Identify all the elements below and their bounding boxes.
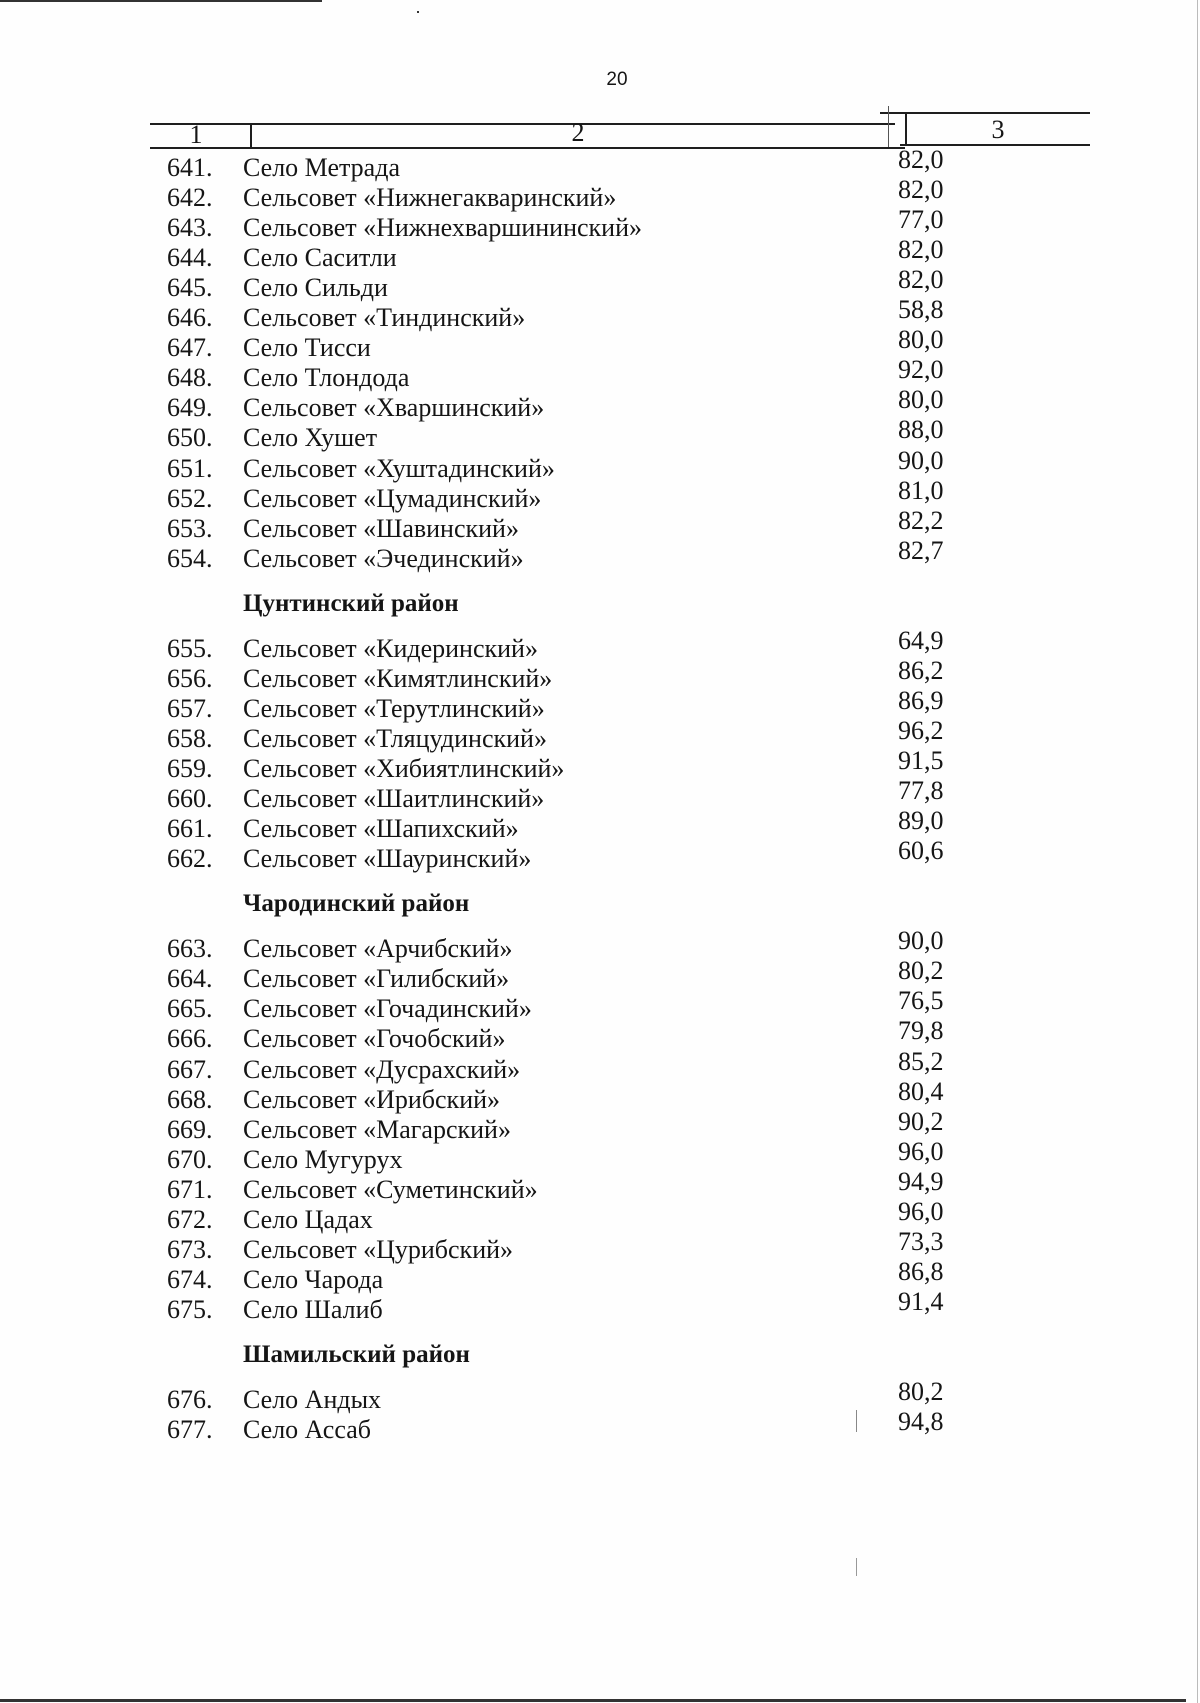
page-number: 20 bbox=[606, 69, 628, 90]
row-value: 76,5 bbox=[898, 986, 944, 1016]
row-number: 666. bbox=[167, 1024, 213, 1054]
table-row bbox=[0, 715, 1200, 754]
settlement-name: Село Мугурух bbox=[243, 1144, 403, 1174]
table-row bbox=[0, 1256, 1200, 1295]
row-number: 668. bbox=[167, 1084, 213, 1114]
section-title: Цунтинский район bbox=[243, 589, 459, 617]
row-number: 672. bbox=[167, 1204, 213, 1234]
table-row bbox=[0, 1196, 1200, 1235]
row-value: 86,2 bbox=[898, 655, 944, 685]
settlement-name: Сельсовет «Хуштадинский» bbox=[243, 453, 555, 483]
settlement-name: Село Шалиб bbox=[243, 1294, 383, 1324]
table-row bbox=[0, 265, 1200, 303]
settlement-name: Сельсовет «Тляцудинский» bbox=[243, 723, 547, 753]
row-number: 653. bbox=[167, 513, 213, 543]
row-value: 60,6 bbox=[898, 836, 944, 866]
table-row bbox=[0, 625, 1200, 664]
table-row bbox=[0, 325, 1200, 363]
settlement-name: Сельсовет «Цурибский» bbox=[243, 1234, 514, 1264]
row-number: 655. bbox=[167, 633, 213, 663]
row-number: 658. bbox=[167, 723, 213, 753]
table-row bbox=[0, 1377, 1200, 1415]
table-row bbox=[0, 685, 1200, 724]
row-number: 673. bbox=[167, 1234, 213, 1264]
settlement-name: Сельсовет «Шапихский» bbox=[243, 814, 519, 844]
row-number: 659. bbox=[167, 754, 213, 783]
settlement-name: Село Тлондода bbox=[243, 363, 410, 393]
row-value: 80,2 bbox=[898, 1377, 944, 1407]
scan-edge-bottom bbox=[0, 1699, 1186, 1702]
section-title: Шамильский район bbox=[243, 1340, 470, 1368]
settlement-name: Сельсовет «Нижнехваршининский» bbox=[243, 213, 643, 243]
row-value: 86,8 bbox=[898, 1256, 944, 1286]
header-divider-1-2 bbox=[250, 123, 252, 149]
table-row bbox=[0, 445, 1200, 484]
row-value: 77,8 bbox=[898, 776, 944, 806]
row-value: 94,8 bbox=[898, 1407, 944, 1437]
table-row bbox=[0, 956, 1200, 994]
table-row bbox=[0, 355, 1200, 393]
row-value: 86,9 bbox=[898, 685, 944, 715]
row-value: 90,0 bbox=[898, 926, 944, 956]
settlement-name: Сельсовет «Магарский» bbox=[243, 1114, 511, 1144]
header-top-border bbox=[150, 123, 895, 125]
row-number: 671. bbox=[167, 1174, 213, 1204]
settlement-name: Сельсовет «Тиндинский» bbox=[243, 303, 526, 333]
row-value: 90,2 bbox=[898, 1106, 944, 1136]
row-number: 656. bbox=[167, 663, 213, 693]
settlement-name: Село Хушет bbox=[243, 423, 378, 453]
row-number: 646. bbox=[167, 303, 213, 333]
row-number: 662. bbox=[167, 844, 213, 874]
table-row bbox=[0, 1136, 1200, 1175]
header-divider-2-3-dashed bbox=[888, 106, 889, 147]
scan-edge-top bbox=[0, 0, 322, 2]
settlement-name: Сельсовет «Ирибский» bbox=[243, 1084, 501, 1114]
header-top-border-col3 bbox=[880, 112, 1090, 114]
row-number: 642. bbox=[167, 183, 213, 213]
row-number: 675. bbox=[167, 1294, 213, 1324]
row-value: 92,0 bbox=[898, 355, 944, 385]
table-row bbox=[0, 746, 1200, 784]
table-row bbox=[0, 1407, 1200, 1445]
table-row bbox=[0, 986, 1200, 1024]
table-row bbox=[0, 655, 1200, 694]
table-row bbox=[0, 505, 1200, 544]
row-value: 96,0 bbox=[898, 1136, 944, 1166]
row-value: 80,0 bbox=[898, 385, 944, 415]
table-row bbox=[0, 295, 1200, 333]
scan-speck bbox=[417, 11, 419, 13]
table-row bbox=[0, 1226, 1200, 1265]
table-row bbox=[0, 1286, 1200, 1325]
row-number: 651. bbox=[167, 453, 213, 483]
table-row bbox=[0, 385, 1200, 423]
row-value: 80,2 bbox=[898, 956, 944, 986]
row-number: 665. bbox=[167, 994, 213, 1024]
table-row bbox=[0, 175, 1200, 213]
row-value: 80,0 bbox=[898, 325, 944, 355]
settlement-name: Село Метрада bbox=[243, 153, 400, 182]
row-number: 650. bbox=[167, 423, 213, 453]
settlement-name: Сельсовет «Шауринский» bbox=[243, 844, 532, 874]
header-col-2: 2 bbox=[571, 118, 585, 147]
row-value: 82,0 bbox=[898, 145, 944, 174]
table-row bbox=[0, 415, 1200, 453]
settlement-name: Село Тисси bbox=[243, 333, 371, 363]
row-number: 644. bbox=[167, 243, 213, 273]
row-value: 80,4 bbox=[898, 1076, 944, 1106]
row-value: 82,0 bbox=[898, 235, 944, 265]
settlement-name: Сельсовет «Шавинский» bbox=[243, 513, 519, 543]
row-value: 96,2 bbox=[898, 715, 944, 745]
section-title: Чародинский район bbox=[243, 890, 470, 918]
table-row bbox=[0, 1046, 1200, 1085]
settlement-name: Село Цадах bbox=[243, 1204, 373, 1234]
settlement-name: Сельсовет «Кимятлинский» bbox=[243, 663, 553, 693]
settlement-name: Сельсовет «Цумадинский» bbox=[243, 483, 542, 513]
table-row bbox=[0, 475, 1200, 514]
table-row bbox=[0, 235, 1200, 273]
table-row bbox=[0, 535, 1200, 574]
table-row bbox=[0, 205, 1200, 243]
row-value: 85,2 bbox=[898, 1046, 944, 1076]
row-number: 663. bbox=[167, 934, 213, 964]
table-row bbox=[0, 926, 1200, 964]
row-value: 82,0 bbox=[898, 175, 944, 205]
settlement-name: Сельсовет «Гочобский» bbox=[243, 1024, 506, 1054]
header-divider-2-3 bbox=[905, 112, 907, 146]
row-value: 82,0 bbox=[898, 265, 944, 295]
row-number: 647. bbox=[167, 333, 213, 363]
settlement-name: Сельсовет «Дусрахский» bbox=[243, 1054, 521, 1084]
header-col-3: 3 bbox=[991, 115, 1005, 144]
row-value: 58,8 bbox=[898, 295, 944, 325]
row-value: 89,0 bbox=[898, 806, 944, 836]
settlement-name: Село Ассаб bbox=[243, 1415, 371, 1445]
row-value: 94,9 bbox=[898, 1166, 944, 1196]
settlement-name: Сельсовет «Арчибский» bbox=[243, 934, 513, 964]
row-value: 82,7 bbox=[898, 535, 944, 565]
settlement-name: Сельсовет «Шаитлинский» bbox=[243, 784, 545, 814]
row-value: 73,3 bbox=[898, 1226, 944, 1256]
table-row bbox=[0, 145, 1200, 183]
row-value: 77,0 bbox=[898, 205, 944, 235]
row-number: 674. bbox=[167, 1264, 213, 1294]
row-number: 654. bbox=[167, 543, 213, 573]
row-number: 677. bbox=[167, 1415, 213, 1445]
row-value: 96,0 bbox=[898, 1196, 944, 1226]
row-number: 664. bbox=[167, 964, 213, 994]
settlement-name: Сельсовет «Кидеринский» bbox=[243, 633, 538, 663]
settlement-name: Село Сильди bbox=[243, 273, 388, 303]
settlement-name: Сельсовет «Нижнегакваринский» bbox=[243, 183, 617, 213]
settlement-name: Сельсовет «Эчединский» bbox=[243, 543, 524, 573]
settlement-name: Село Чарода bbox=[243, 1264, 384, 1294]
table-row bbox=[0, 1076, 1200, 1115]
row-number: 648. bbox=[167, 363, 213, 393]
header-bottom-border bbox=[150, 147, 905, 149]
settlement-name: Село Саситли bbox=[243, 243, 397, 273]
row-number: 643. bbox=[167, 213, 213, 243]
settlement-name: Сельсовет «Хваршинский» bbox=[243, 393, 545, 423]
row-value: 81,0 bbox=[898, 475, 944, 505]
table-row bbox=[0, 1106, 1200, 1145]
row-value: 91,4 bbox=[898, 1286, 944, 1316]
settlement-name: Сельсовет «Терутлинский» bbox=[243, 693, 545, 723]
settlement-name: Сельсовет «Гилибский» bbox=[243, 964, 510, 994]
row-value: 82,2 bbox=[898, 505, 944, 535]
row-number: 676. bbox=[167, 1385, 213, 1415]
row-number: 645. bbox=[167, 273, 213, 303]
settlement-name: Сельсовет «Гочадинский» bbox=[243, 994, 532, 1024]
row-value: 90,0 bbox=[898, 445, 944, 475]
table-row bbox=[0, 1016, 1200, 1054]
row-number: 657. bbox=[167, 693, 213, 723]
row-value: 79,8 bbox=[898, 1016, 944, 1046]
row-number: 652. bbox=[167, 483, 213, 513]
settlement-name: Сельсовет «Суметинский» bbox=[243, 1174, 538, 1204]
table-row bbox=[0, 806, 1200, 844]
settlement-name: Сельсовет «Хибиятлинский» bbox=[243, 754, 565, 783]
row-value: 88,0 bbox=[898, 415, 944, 445]
row-number: 670. bbox=[167, 1144, 213, 1174]
row-number: 669. bbox=[167, 1114, 213, 1144]
row-number: 667. bbox=[167, 1054, 213, 1084]
row-value: 64,9 bbox=[898, 625, 944, 655]
table-row bbox=[0, 776, 1200, 814]
table-row bbox=[0, 836, 1200, 874]
table-row bbox=[0, 1166, 1200, 1205]
row-number: 661. bbox=[167, 814, 213, 844]
row-number: 649. bbox=[167, 393, 213, 423]
row-number: 660. bbox=[167, 784, 213, 814]
settlement-name: Село Андых bbox=[243, 1385, 382, 1415]
scan-mark bbox=[856, 1558, 857, 1576]
row-number: 641. bbox=[167, 153, 213, 182]
row-value: 91,5 bbox=[898, 746, 944, 775]
header-col-1: 1 bbox=[189, 120, 203, 149]
